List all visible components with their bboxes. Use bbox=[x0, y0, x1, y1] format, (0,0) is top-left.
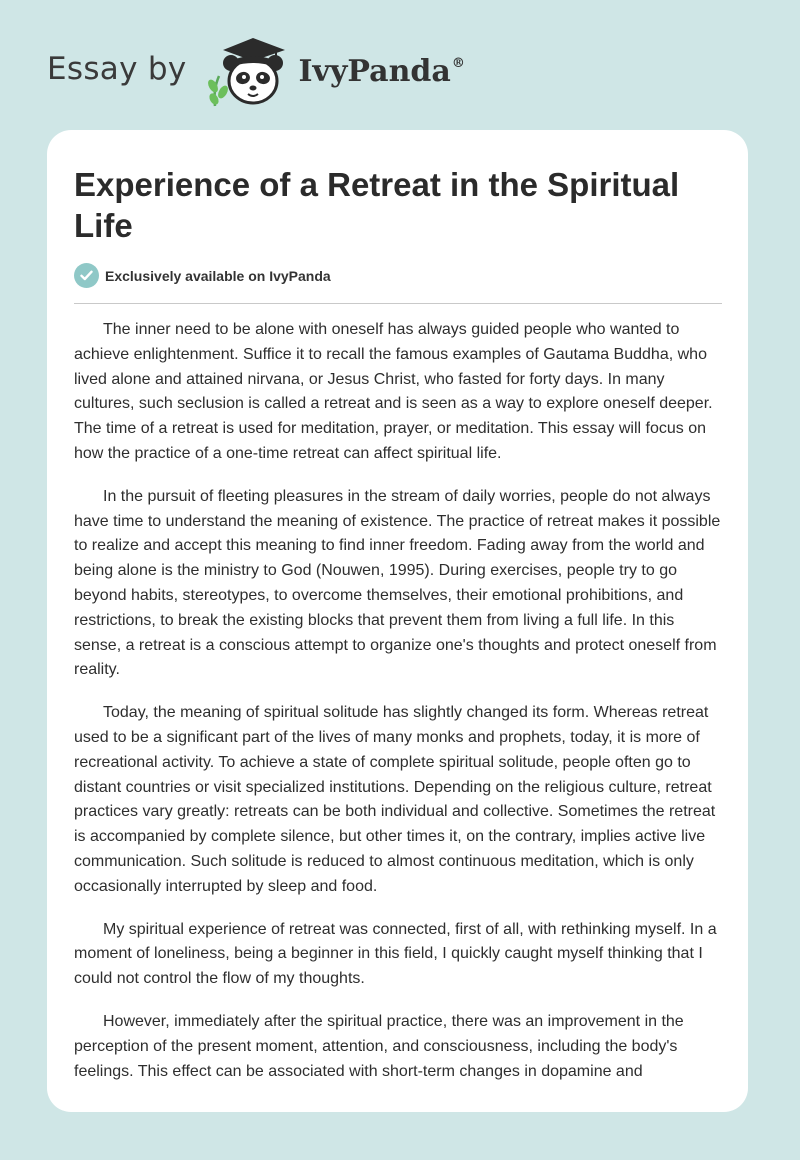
divider bbox=[74, 303, 722, 304]
brand-name-text[interactable]: IvyPanda bbox=[298, 53, 451, 89]
essay-by-label: Essay by bbox=[47, 51, 187, 87]
brand-name[interactable] bbox=[299, 54, 465, 89]
site-header bbox=[47, 36, 465, 108]
check-icon bbox=[74, 263, 99, 288]
paragraph: However, immediately after the spiritual practice, there was an improvement in the perception of the present moment, attention, and consciousness, including the body's feelings. This effect can be associated with short-term changes in dopamine and bbox=[74, 1012, 684, 1080]
page-title: Experience of a Retreat in the Spiritual Life bbox=[74, 166, 680, 244]
paragraph: In the pursuit of fleeting pleasures in the stream of daily worries, people do not always have time to understand the meaning of existence. The practice of retreat makes it possible to realize and accept this meaning to find inner freedom. Fading away from the world and being alone is the ministry to God (Nouwen, 1995). During exercises, people try to go beyond habits, stereotypes, to overcome themselves, their emotional prohibitions, and restrictions, to break the existing blocks that prevent them from living a full life. In this sense, a retreat is a conscious attempt to organize one's thoughts and protect oneself from reality. bbox=[74, 487, 721, 679]
registered-mark: ® bbox=[451, 55, 465, 71]
essay-body bbox=[74, 318, 722, 1102]
exclusive-badge-label: Exclusively available on IvyPanda bbox=[105, 267, 331, 284]
paragraph: My spiritual experience of retreat was connected, first of all, with rethinking myself. In a moment of loneliness, being a beginner in this field, I quickly caught myself thinking that I could not control the flow of my thoughts. bbox=[74, 920, 717, 988]
paragraph: The inner need to be alone with oneself has always guided people who wanted to achieve enlightenment. Suffice it to recall the famous examples of Gautama Buddha, who lived alone and attained nirvana, or Jesus Christ, who fasted for forty days. In many cultures, such seclusion is called a retreat and is seen as a way to explore oneself deeper. The time of a retreat is used for meditation, prayer, or meditation. This essay will focus on how the practice of a one-time retreat can affect spiritual life. bbox=[74, 321, 713, 462]
exclusive-badge bbox=[74, 263, 331, 288]
essay-card bbox=[47, 130, 748, 1112]
panda-graduate-icon[interactable] bbox=[203, 36, 295, 108]
paragraph: Today, the meaning of spiritual solitude has slightly changed its form. Whereas retreat used to be a significant part of the lives of many monks and prophets, today, it is more of recreational activity. To achieve a state of complete spiritual solitude, people often go to distant countries or visit specialized institutions. Depending on the religious culture, retreat practices vary greatly: retreats can be both individual and collective. Sometimes the retreat is accompanied by complete silence, but other times it, on the contrary, implies active live communication. Such solitude is reduced to almost continuous meditation, which is only occasionally interrupted by sleep and food. bbox=[74, 704, 716, 895]
